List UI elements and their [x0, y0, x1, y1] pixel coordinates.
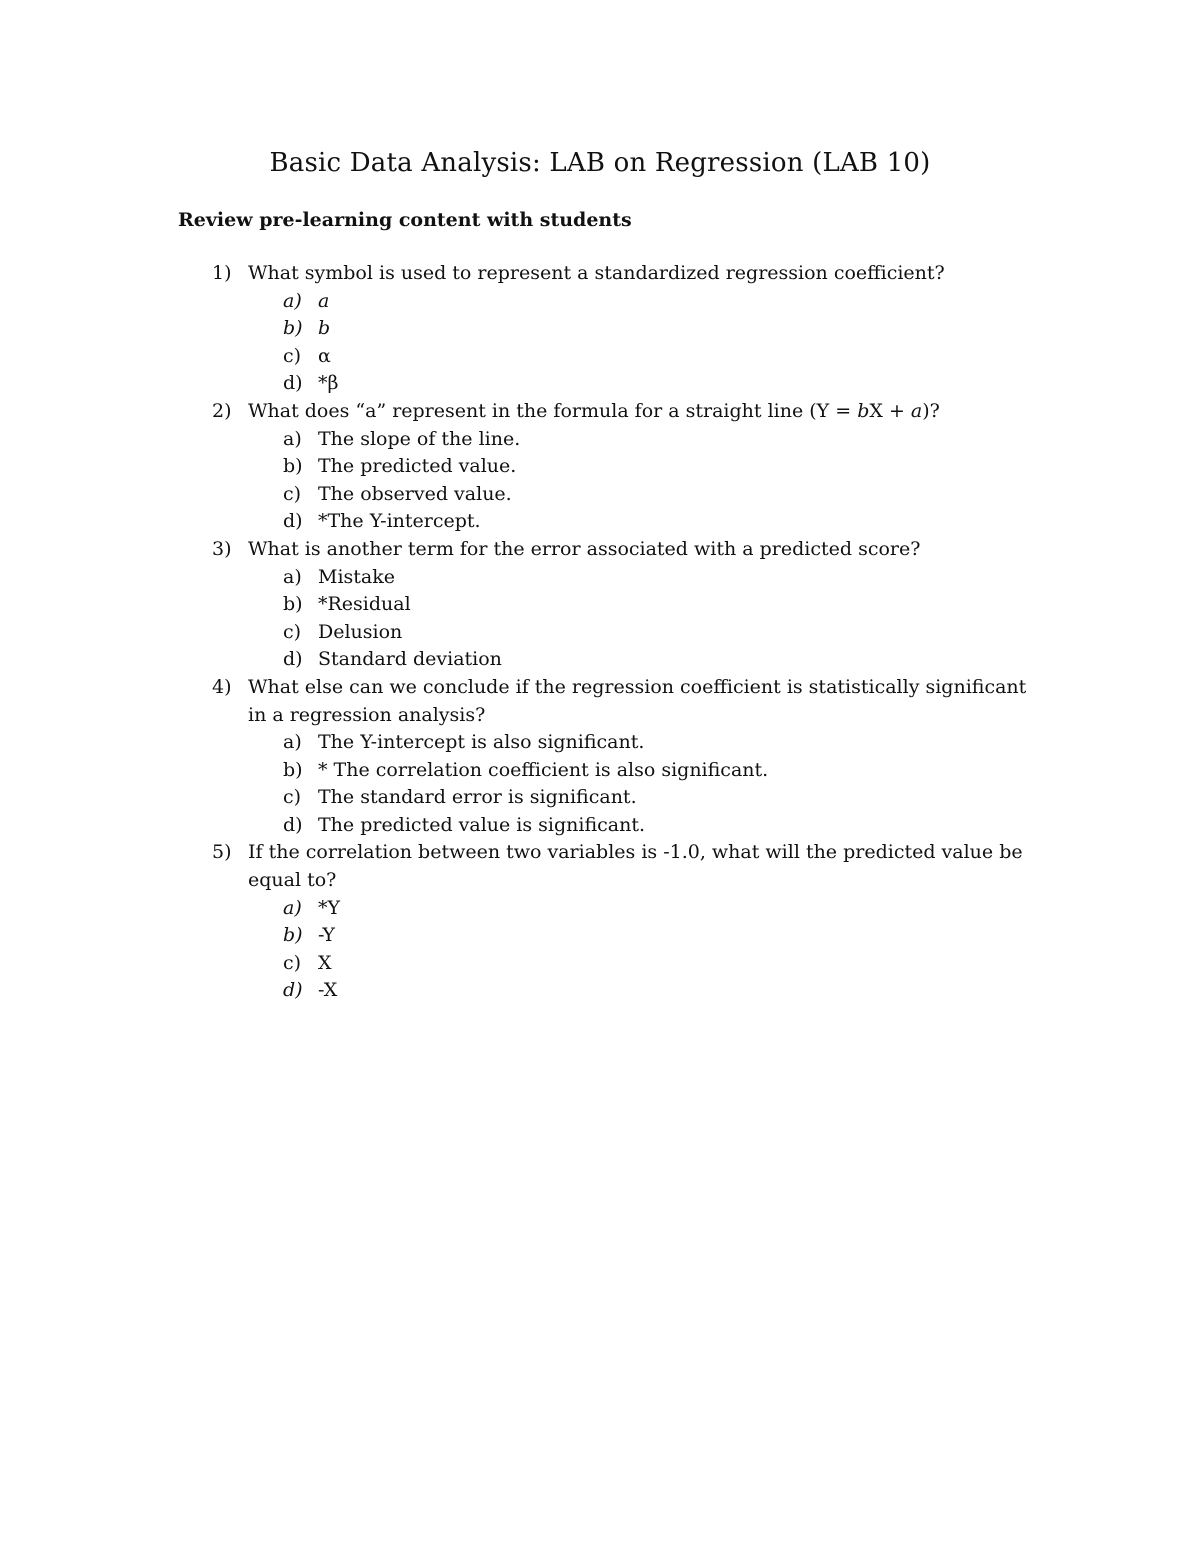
answer-text: The standard error is significant.	[318, 786, 637, 809]
answer-option	[0, 481, 1200, 509]
answer-text: Standard deviation	[318, 648, 502, 671]
question-row	[0, 260, 1200, 288]
question-5	[0, 839, 1200, 1005]
question-row	[0, 536, 1200, 564]
question-text	[248, 400, 940, 422]
question-1	[0, 260, 1200, 398]
answer-text: The predicted value is significant.	[318, 813, 646, 836]
answer-text: Delusion	[318, 620, 403, 643]
answer-letter: b)	[283, 317, 303, 340]
answer-letter: d)	[283, 510, 303, 533]
answer-option	[0, 591, 1200, 619]
answer-letter: d)	[283, 813, 303, 836]
answer-option	[0, 288, 1200, 316]
answer-letter: b)	[283, 758, 303, 781]
question-number: 2)	[212, 399, 232, 422]
answer-letter: a)	[283, 731, 302, 754]
answer-text: b	[318, 317, 331, 340]
answer-letter: a)	[283, 427, 302, 450]
question-row	[0, 398, 1200, 426]
answer-option	[0, 812, 1200, 840]
document-title: Basic Data Analysis: LAB on Regression (LAB 10)	[269, 148, 931, 178]
answer-option	[0, 784, 1200, 812]
answer-letter: a)	[283, 896, 302, 919]
answer-text: α	[318, 344, 331, 367]
answer-option	[0, 453, 1200, 481]
answer-text: X	[318, 951, 332, 974]
answer-letter: c)	[283, 344, 302, 367]
question-list	[0, 260, 1200, 1005]
answer-option	[0, 977, 1200, 1005]
answer-letter: c)	[283, 482, 302, 505]
question-text-part: X +	[869, 399, 911, 422]
answer-letter: d)	[283, 979, 303, 1002]
section-heading: Review pre-learning content with students	[178, 209, 632, 231]
answer-option	[0, 895, 1200, 923]
answer-text: Mistake	[318, 565, 396, 588]
answer-option	[0, 950, 1200, 978]
answer-letter: b)	[283, 924, 303, 947]
question-text: If the correlation between two variables is -1.0, what will the predicted value be equal to?	[248, 841, 1023, 892]
question-text-part: What does “a” represent in the formula for a straight line (Y =	[248, 399, 858, 422]
answer-text: *Y	[318, 896, 341, 919]
question-number: 5)	[212, 841, 232, 864]
answer-text: * The correlation coefficient is also significant.	[318, 758, 769, 781]
question-number: 4)	[212, 675, 232, 698]
question-4	[0, 674, 1200, 840]
question-text-part: )?	[922, 399, 940, 422]
answer-text: a	[318, 289, 330, 312]
question-number: 1)	[212, 262, 232, 284]
answer-option	[0, 646, 1200, 674]
question-row	[0, 839, 1200, 894]
formula-variable-a: a	[910, 399, 923, 422]
answer-text: -Y	[318, 924, 335, 947]
answer-option	[0, 426, 1200, 454]
answer-option	[0, 370, 1200, 398]
question-text: What else can we conclude if the regression coefficient is statistically significant in a regression analysis?	[248, 675, 1027, 726]
question-row	[0, 674, 1200, 729]
answer-letter: c)	[283, 951, 302, 974]
answer-letter: d)	[283, 372, 303, 395]
answer-text: The slope of the line.	[318, 427, 521, 450]
question-number: 3)	[212, 537, 232, 560]
question-text: What symbol is used to represent a standardized regression coefficient?	[248, 262, 945, 284]
answer-letter: c)	[283, 620, 302, 643]
question-text: What is another term for the error associated with a predicted score?	[248, 537, 921, 560]
answer-option	[0, 757, 1200, 785]
answer-option	[0, 729, 1200, 757]
answer-option	[0, 508, 1200, 536]
question-2	[0, 398, 1200, 536]
answer-text: *Residual	[318, 593, 411, 616]
answer-option	[0, 343, 1200, 371]
answer-letter: a)	[283, 289, 302, 312]
answer-text: The predicted value.	[318, 455, 517, 478]
answer-option	[0, 315, 1200, 343]
answer-letter: b)	[283, 593, 303, 616]
answer-text: The observed value.	[318, 482, 512, 505]
answer-letter: b)	[283, 455, 303, 478]
answer-option	[0, 619, 1200, 647]
answer-text: *β	[318, 372, 339, 395]
answer-text: The Y-intercept is also significant.	[318, 731, 645, 754]
answer-letter: d)	[283, 648, 303, 671]
answer-option	[0, 922, 1200, 950]
answer-letter: a)	[283, 565, 302, 588]
question-3	[0, 536, 1200, 674]
answer-text: -X	[318, 979, 338, 1002]
answer-option	[0, 564, 1200, 592]
answer-letter: c)	[283, 786, 302, 809]
formula-variable-b: b	[857, 399, 870, 422]
answer-text: *The Y-intercept.	[318, 510, 481, 533]
